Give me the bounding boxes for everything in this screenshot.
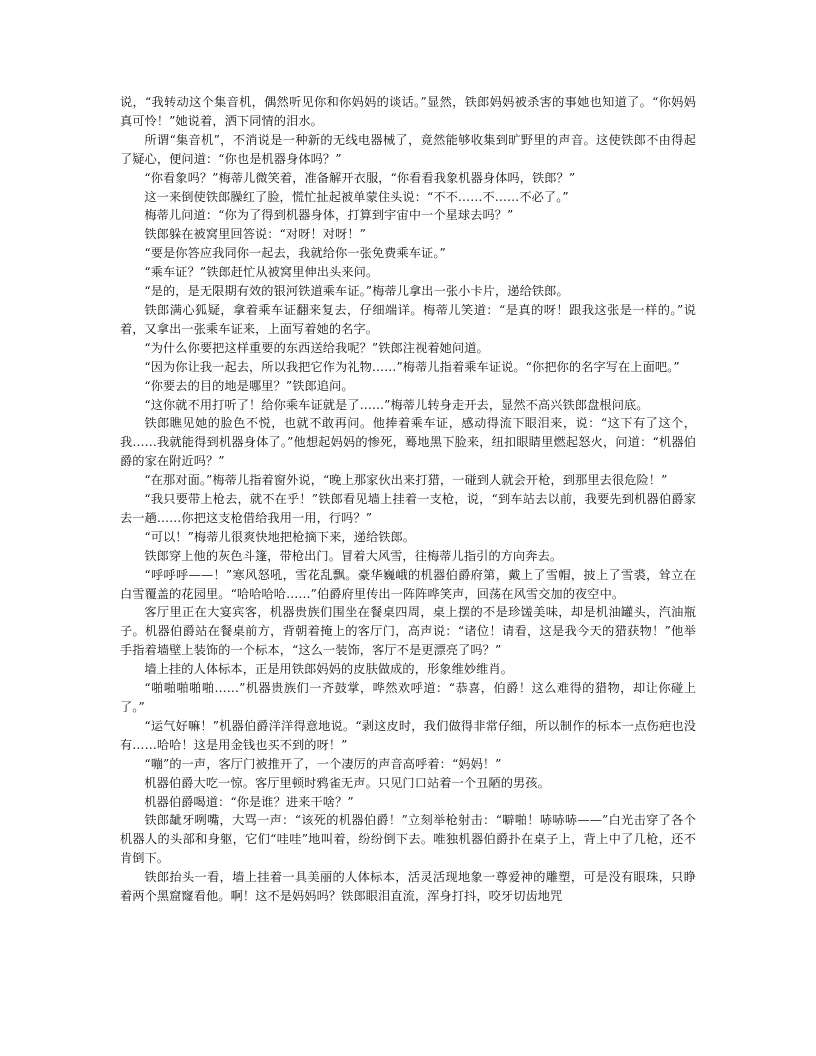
paragraph: “乘车证？”铁郎赶忙从被窝里伸出头来问。	[144, 265, 379, 280]
paragraph: “啪啪啪啪啪……”机器贵族们一齐鼓掌，哗然欢呼道：“恭喜，伯爵！这么难得的猎物，却让你碰上了。”	[120, 681, 696, 714]
paragraph: “呼呼呼——！”寒风怒吼，雪花乱飘。豪华巍峨的机器伯爵府第，戴上了雪帽，披上了雪裘，耸立在白雪覆盖的花园里。“哈哈哈哈……”伯爵府里传出一阵阵哗笑声，回荡在风雪交加的夜空中。	[120, 567, 696, 601]
paragraph: “我只要带上枪去，就不在乎！”铁郎看见墙上挂着一支枪，说，“到车站去以前，我要先到机器伯爵家去一趟……你把这支枪借给我用一用，行吗？”	[120, 492, 696, 525]
paragraph: “嘣”的一声，客厅门被推开了，一个凄厉的声音高呼着：“妈妈！”	[144, 756, 502, 771]
paragraph: 机器伯爵喝道：“你是谁？进来干啥？”	[144, 794, 354, 809]
paragraph: 铁郎龇牙咧嘴，大骂一声：“该死的机器伯爵！”立刻举枪射击：“噼啪！哧哧哧——”白光击穿了各个机器人的头部和身躯，它们“哇哇”地叫着，纷纷倒下去。唯独机器伯爵扑在桌子上，背上中了几枪，还不肯倒下。	[120, 813, 696, 866]
paragraph: 客厅里正在大宴宾客，机器贵族们围坐在餐桌四周，桌上摆的不是珍馐美味，却是机油罐头，汽油瓶子。机器伯爵站在餐桌前方，背朝着掩上的客厅门，高声说：“诸位！请看，这是我今天的猎获物！”他举手指着墙壁上装饰的一个标本，“这么一装饰，客厅不是更漂亮了吗？”	[120, 605, 696, 658]
paragraph: 墙上挂的人体标本，正是用铁郎妈妈的皮肤做成的，形象维妙维肖。	[144, 662, 514, 677]
paragraph: “因为你让我一起去，所以我把它作为礼物……”梅蒂儿指着乘车证说。“你把你的名字写在上面吧。”	[144, 359, 680, 374]
paragraph: 说，“我转动这个集音机，偶然听见你和你妈妈的谈话。”显然，铁郎妈妈被杀害的事她也知道了。“你妈妈真可怜！”她说着，洒下同情的泪水。	[120, 95, 696, 128]
paragraph: “在那对面。”梅蒂儿指着窗外说，“晚上那家伙出来打猎，一碰到人就会开枪，到那里去很危险！”	[144, 473, 668, 488]
paragraph: 铁郎满心狐疑，拿着乘车证翻来复去，仔细端详。梅蒂儿笑道：“是真的呀！跟我这张是一样的。”说着，又拿出一张乘车证来，上面写着她的名字。	[120, 302, 696, 336]
paragraph: “为什么你要把这样重要的东西送给我呢？”铁郎注视着她问道。	[144, 340, 489, 355]
paragraph: 铁郎躲在被窝里回答说：“对呀！对呀！”	[144, 227, 366, 242]
paragraph: 铁郎穿上他的灰色斗篷，带枪出门。冒着大风雪，往梅蒂儿指引的方向奔去。	[144, 548, 563, 563]
paragraph: 所谓“集音机”，不消说是一种新的无线电器械了，竟然能够收集到旷野里的声音。这使铁郎不由得起了疑心，便问道：“你也是机器身体吗？”	[120, 132, 696, 166]
paragraph: “运气好嘛！”机器伯爵洋洋得意地说。“剥这皮时，我们做得非常仔细，所以制作的标本一点伤疤也没有……哈哈！这是用金钱也买不到的呀！”	[120, 718, 696, 752]
paragraph: 梅蒂儿问道：“你为了得到机器身体，打算到宇宙中一个星球去吗？”	[144, 208, 514, 223]
paragraph: “是的，是无限期有效的银河铁道乘车证。”梅蒂儿拿出一张小卡片，递给铁郎。	[144, 284, 569, 299]
paragraph: 机器伯爵大吃一惊。客厅里顿时鸦雀无声。只见门口站着一个丑陋的男孩。	[144, 775, 550, 790]
paragraph: 这一来倒使铁郎臊红了脸，慌忙扯起被单蒙住头说：“不不……不……不必了。”	[144, 189, 569, 204]
paragraph: 铁郎瞧见她的脸色不悦，也就不敢再问。他捧着乘车证，感动得流下眼泪来，说：“这下有了这个，我……我就能得到机器身体了。”他想起妈妈的惨死，蓦地黑下脸来，纽扣眼睛里燃起怒火，问道：“机器伯爵的家在附近吗？”	[120, 416, 696, 469]
paragraph: “可以！”梅蒂儿很爽快地把枪摘下来，递给铁郎。	[144, 529, 416, 544]
paragraph: “你要去的目的地是哪里？”铁郎追问。	[144, 378, 354, 393]
paragraph: 铁郎抬头一看，墙上挂着一具美丽的人体标本，活灵活现地象一尊爱神的雕塑，可是没有眼珠，只睁着两个黑窟窿看他。啊！这不是妈妈吗？铁郎眼泪直流，浑身打抖，咬牙切齿地咒	[120, 870, 696, 904]
paragraph: “这你就不用打听了！给你乘车证就是了……”梅蒂儿转身走开去，显然不高兴铁郎盘根问底。	[144, 397, 649, 412]
paragraph: “你看象吗？”梅蒂儿微笑着，准备解开衣服，“你看看我象机器身体吗，铁郎？”	[144, 170, 576, 185]
document-page	[120, 93, 696, 906]
paragraph: “要是你答应我同你一起去，我就给你一张免费乘车证。”	[144, 246, 446, 261]
